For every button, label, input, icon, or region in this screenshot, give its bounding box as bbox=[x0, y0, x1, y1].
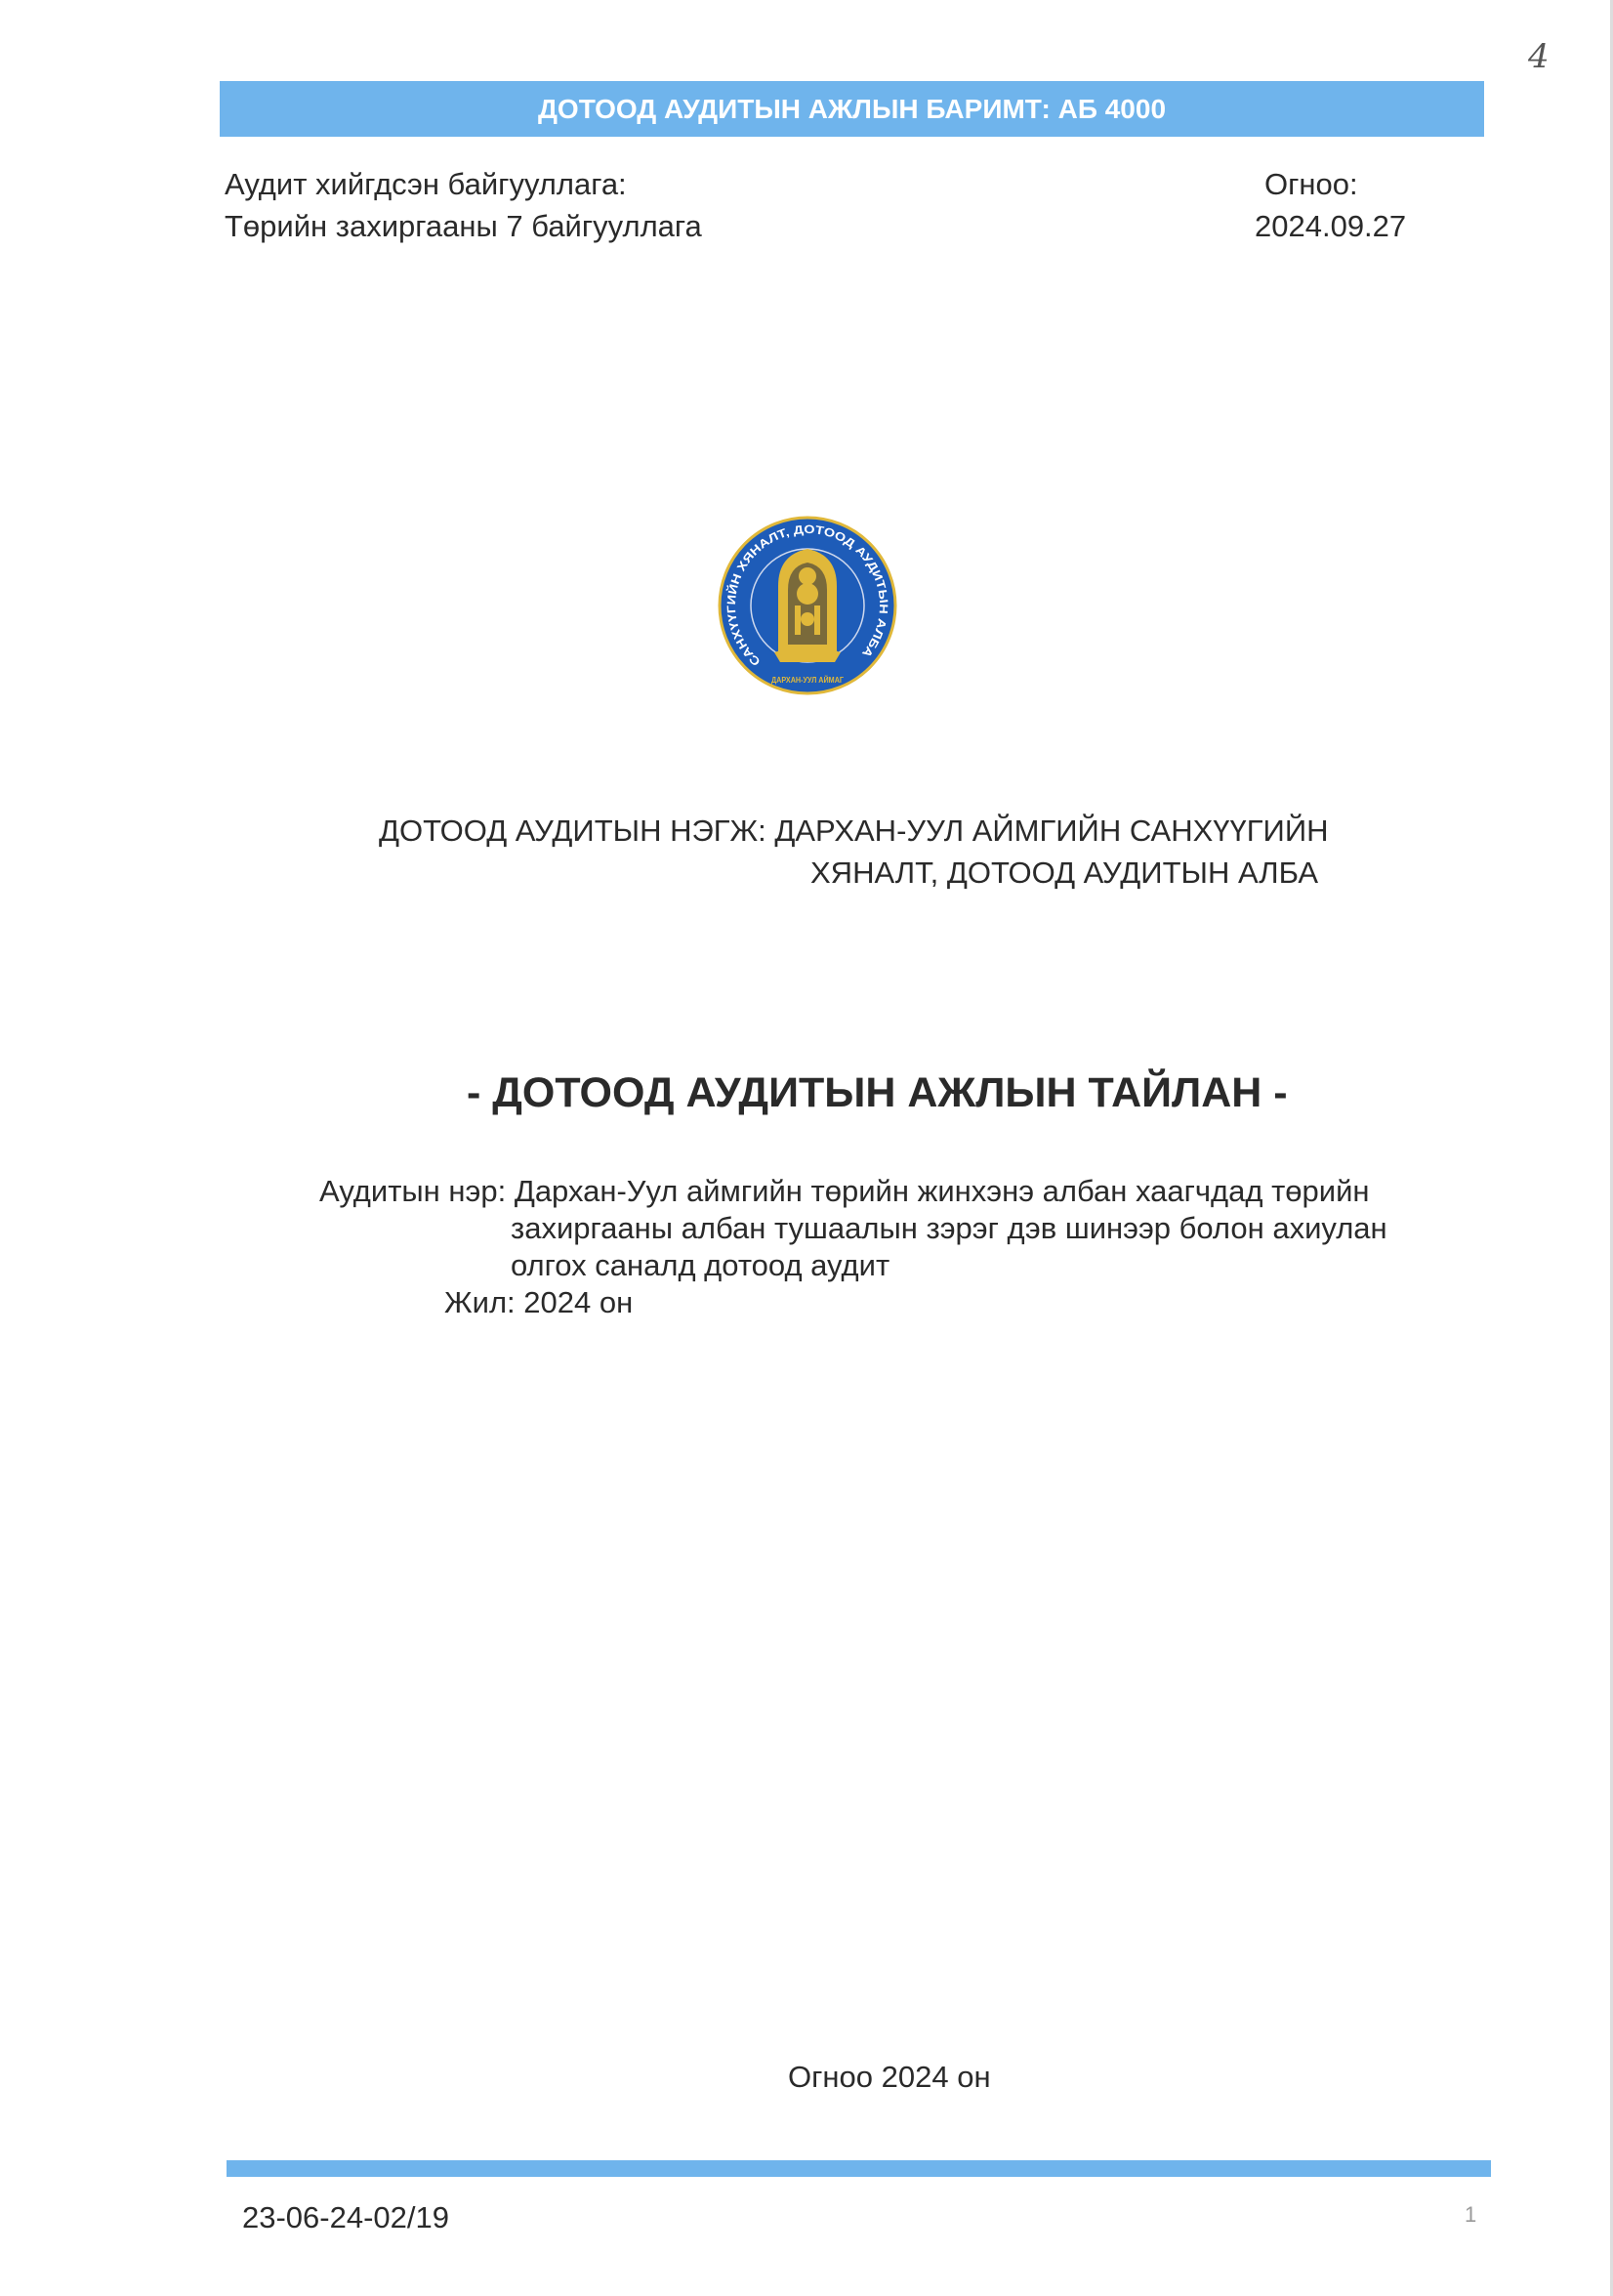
audit-unit-line1: ДОТООД АУДИТЫН НЭГЖ: ДАРХАН-УУЛ АЙМГИЙН САНХҮҮГИЙН bbox=[379, 814, 1329, 848]
audit-name-line1: Аудитын нэр: Дархан-Уул аймгийн төрийн жинхэнэ албан хаагчдад төрийн bbox=[319, 1174, 1370, 1208]
date-label: Огноо: bbox=[1264, 167, 1358, 201]
audit-year: Жил: 2024 он bbox=[444, 1285, 634, 1319]
audit-name-line3: олгох саналд дотоод аудит bbox=[511, 1248, 890, 1282]
seal-bottom-text: ДАРХАН-УУЛ АЙМАГ bbox=[771, 676, 845, 685]
document-code: 23-06-24-02/19 bbox=[242, 2200, 449, 2234]
org-value: Төрийн захиргааны 7 байгууллага bbox=[225, 209, 702, 243]
header-banner bbox=[220, 81, 1484, 137]
org-label: Аудит хийгдсэн байгууллага: bbox=[225, 167, 627, 201]
audit-unit-line2: ХЯНАЛТ, ДОТООД АУДИТЫН АЛБА bbox=[810, 856, 1318, 890]
footer-date: Огноо 2024 он bbox=[788, 2060, 991, 2094]
handwritten-page-number: 4 bbox=[1528, 37, 1550, 76]
header-title: ДОТООД АУДИТЫН АЖЛЫН БАРИМТ: АБ 4000 bbox=[537, 93, 1167, 124]
date-value: 2024.09.27 bbox=[1255, 209, 1407, 243]
seal-logo bbox=[718, 516, 897, 695]
seal-ring-text: САНХҮҮГИЙН ХЯНАЛТ, ДОТООД АУДИТЫН АЛБА bbox=[724, 522, 891, 669]
page-number: 1 bbox=[1465, 2202, 1477, 2227]
footer-divider bbox=[227, 2160, 1491, 2177]
report-title: - ДОТООД АУДИТЫН АЖЛЫН ТАЙЛАН - bbox=[467, 1069, 1288, 1116]
audit-name-line2: захиргааны албан тушаалын зэрэг дэв шинээр болон ахиулан bbox=[511, 1211, 1387, 1245]
